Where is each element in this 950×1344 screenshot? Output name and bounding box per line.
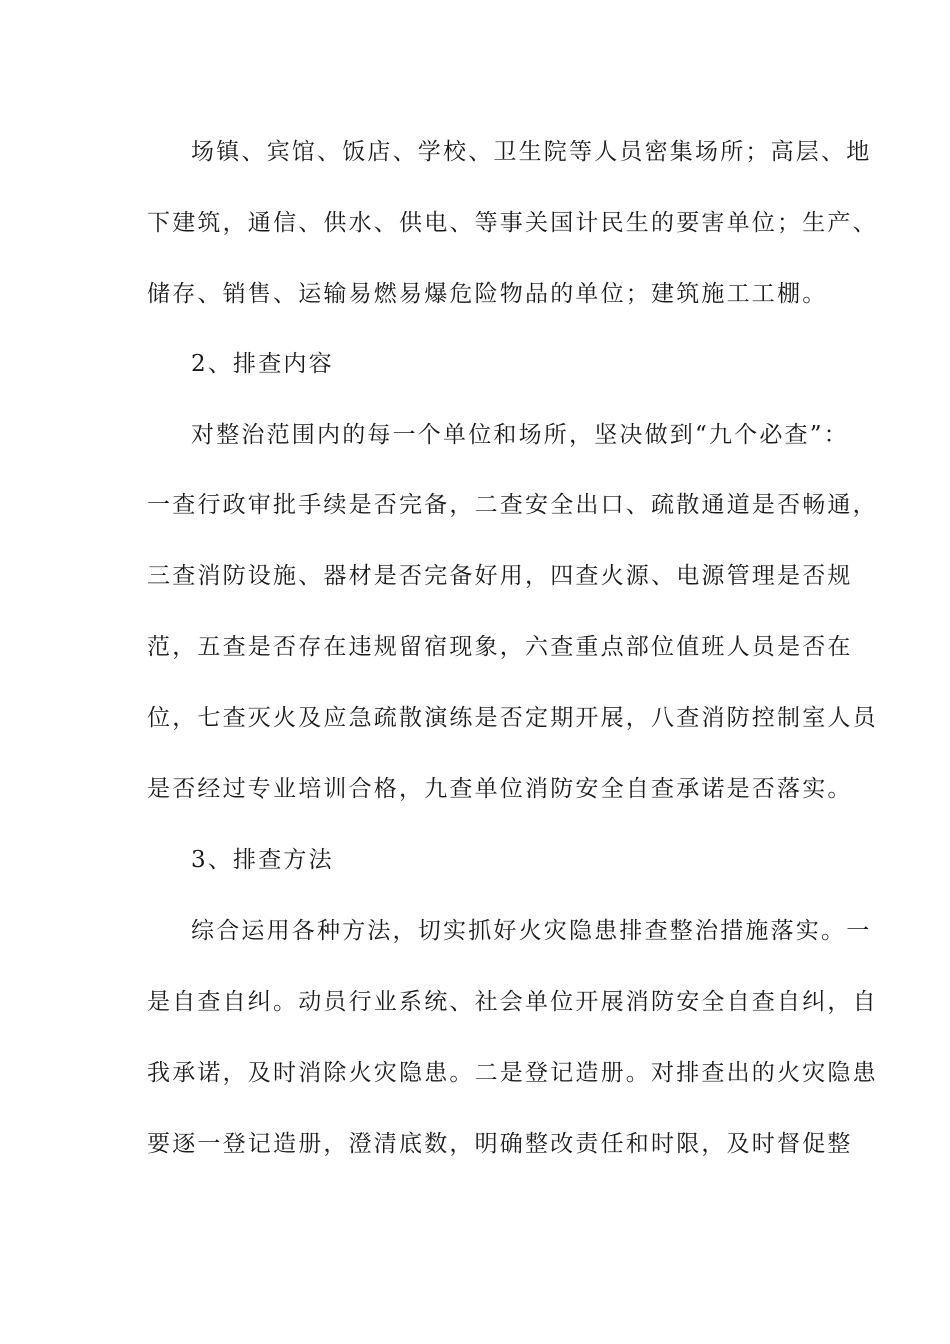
paragraph-line: 位，七查灭火及应急疏散演练是否定期开展，八查消防控制室人员 <box>147 705 878 731</box>
paragraph-line: 范，五查是否存在违规留宿现象，六查重点部位值班人员是否在 <box>147 634 853 660</box>
paragraph-line: 是否经过专业培训合格，九查单位消防安全自查承诺是否落实。 <box>147 776 853 802</box>
paragraph-line: 要逐一登记造册，澄清底数，明确整改责任和时限，及时督促整 <box>147 1131 853 1157</box>
paragraph-line: 三查消防设施、器材是否完备好用，四查火源、电源管理是否规 <box>147 563 853 589</box>
paragraph-line: 我承诺，及时消除火灾隐患。二是登记造册。对排查出的火灾隐患 <box>147 1060 878 1086</box>
section-heading: 3、排查方法 <box>191 847 334 873</box>
paragraph-line: 一查行政审批手续是否完备，二查安全出口、疏散通道是否畅通， <box>147 492 878 518</box>
paragraph-line: 综合运用各种方法，切实抓好火灾隐患排查整治措施落实。一 <box>191 918 872 944</box>
paragraph-line: 储存、销售、运输易燃易爆危险物品的单位；建筑施工工棚。 <box>147 281 828 307</box>
paragraph-line: 下建筑，通信、供水、供电、等事关国计民生的要害单位；生产、 <box>147 210 878 236</box>
paragraph-line: 对整治范围内的每一个单位和场所，坚决做到“九个必查”： <box>191 422 849 448</box>
paragraph-line: 场镇、宾馆、饭店、学校、卫生院等人员密集场所；高层、地 <box>191 139 872 165</box>
section-heading: 2、排查内容 <box>191 351 334 377</box>
paragraph-line: 是自查自纠。动员行业系统、社会单位开展消防安全自查自纠，自 <box>147 989 878 1015</box>
